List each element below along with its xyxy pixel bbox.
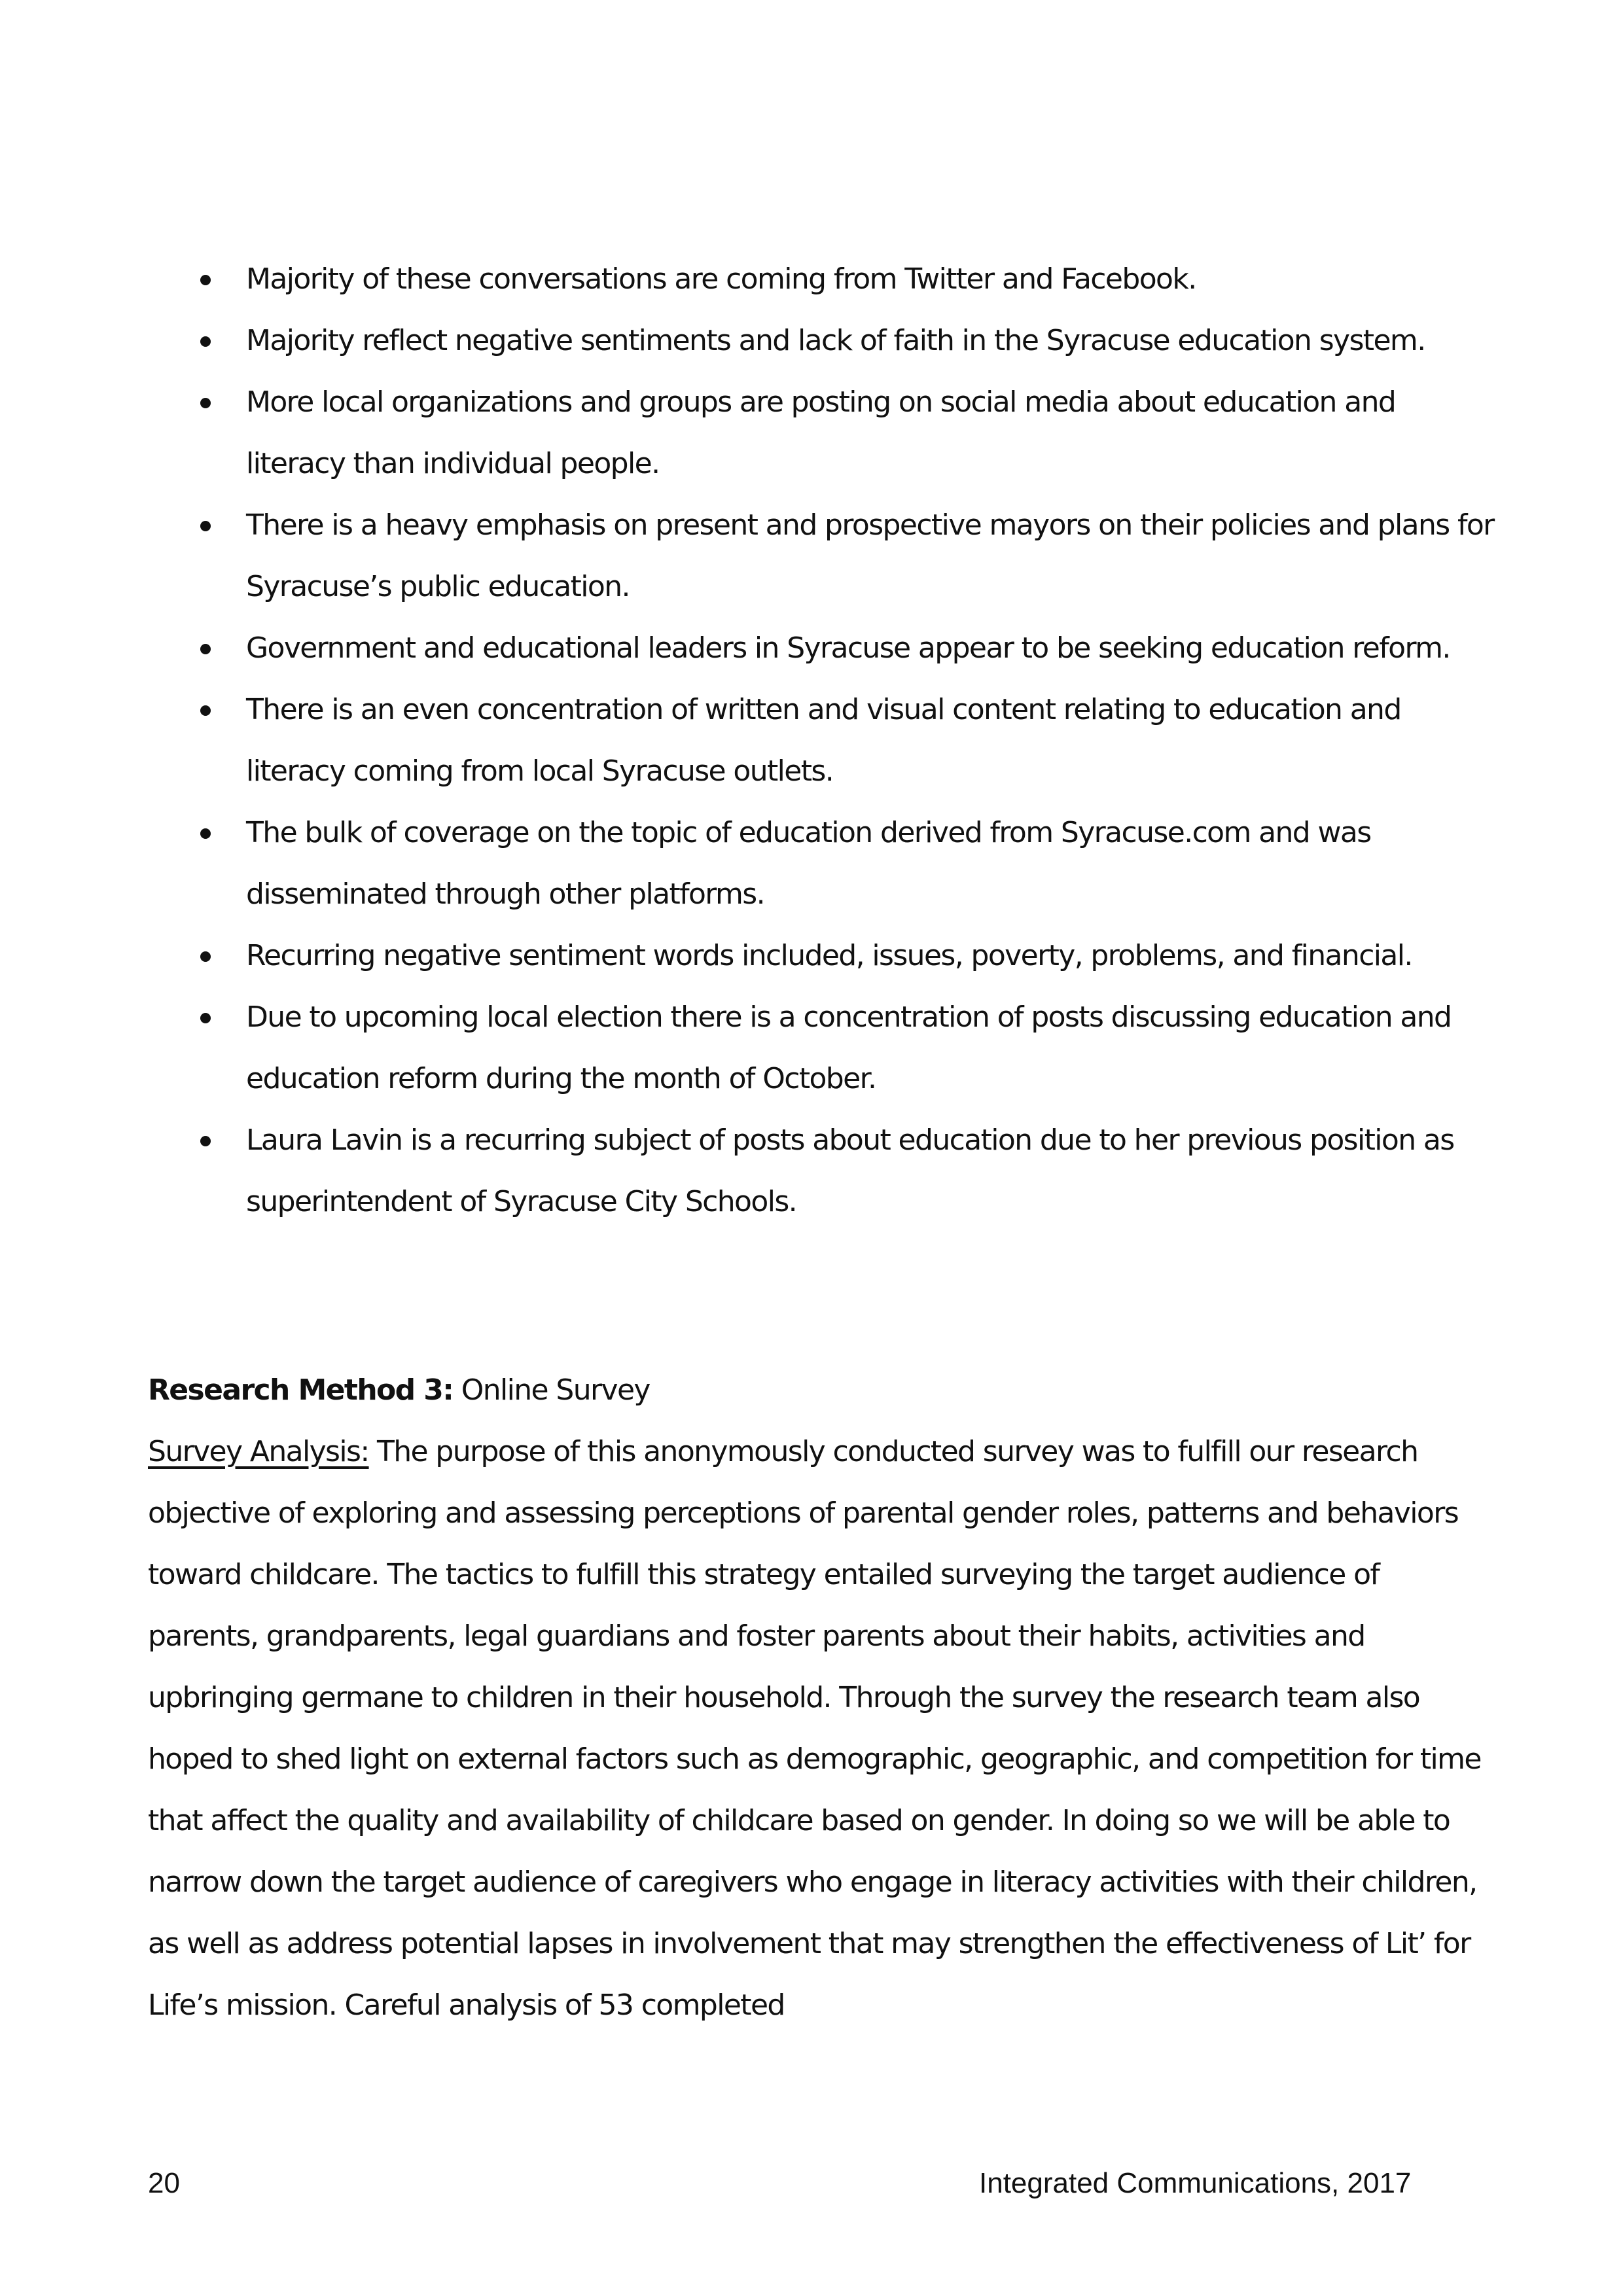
page-number: 20 (148, 2167, 180, 2199)
bullet-icon (200, 1136, 211, 1146)
bullet-item: Recurring negative sentiment words included, issues, poverty, problems, and financial. (196, 925, 1499, 987)
survey-analysis-label: Survey Analysis: (148, 1435, 369, 1468)
bullet-item: Due to upcoming local election there is a concentration of posts discussing education and education reform during the month of October. (196, 987, 1499, 1110)
bullet-icon (200, 336, 211, 347)
bullet-icon (200, 828, 211, 839)
bullet-item: More local organizations and groups are posting on social media about education and literacy than individual people. (196, 372, 1499, 495)
survey-analysis-paragraph: Survey Analysis: The purpose of this anonymously conducted survey was to fulfill our research objective of exploring and assessing perceptions of parental gender roles, patterns and behaviors toward childcare. The tactics to fulfill this strategy entailed surveying the target audience of parents, grandparents, legal guardians and foster parents about their habits, activities and upbringing germane to children in their household. Through the survey the research team also hoped to shed light on external factors such as demographic, geographic, and competition for time that affect the quality and availability of childcare based on gender. In doing so we will be able to narrow down the target audience of caregivers who engage in literacy activities with their children, as well as address potential lapses in involvement that may strengthen the effectiveness of Lit’ for Life’s mission. Careful analysis of 53 completed (148, 1435, 1481, 2022)
bullet-icon (200, 1013, 211, 1023)
bullet-item: Majority reflect negative sentiments and lack of faith in the Syracuse education system. (196, 310, 1499, 372)
bullet-icon (200, 398, 211, 408)
footer-title: Integrated Communications, 2017 (979, 2167, 1412, 2199)
bullet-item: Majority of these conversations are coming from Twitter and Facebook. (196, 249, 1499, 310)
bullet-item: There is an even concentration of written and visual content relating to education and literacy coming from local Syracuse outlets. (196, 679, 1499, 802)
bullet-icon (200, 705, 211, 716)
section-heading: Research Method 3: Online Survey (148, 1373, 650, 1407)
research-method-section (148, 1360, 1496, 2036)
bullet-item: Laura Lavin is a recurring subject of posts about education due to her previous position as superintendent of Syracuse City Schools. (196, 1110, 1499, 1233)
bullet-icon (200, 521, 211, 531)
findings-bullet-list (196, 249, 1499, 1233)
bullet-item: There is a heavy emphasis on present and prospective mayors on their policies and plans for Syracuse’s public education. (196, 495, 1499, 618)
bullet-icon (200, 951, 211, 962)
bullet-icon (200, 644, 211, 654)
bullet-icon (200, 275, 211, 285)
bullet-item: The bulk of coverage on the topic of education derived from Syracuse.com and was disseminated through other platforms. (196, 802, 1499, 925)
bullet-item: Government and educational leaders in Syracuse appear to be seeking education reform. (196, 618, 1499, 679)
